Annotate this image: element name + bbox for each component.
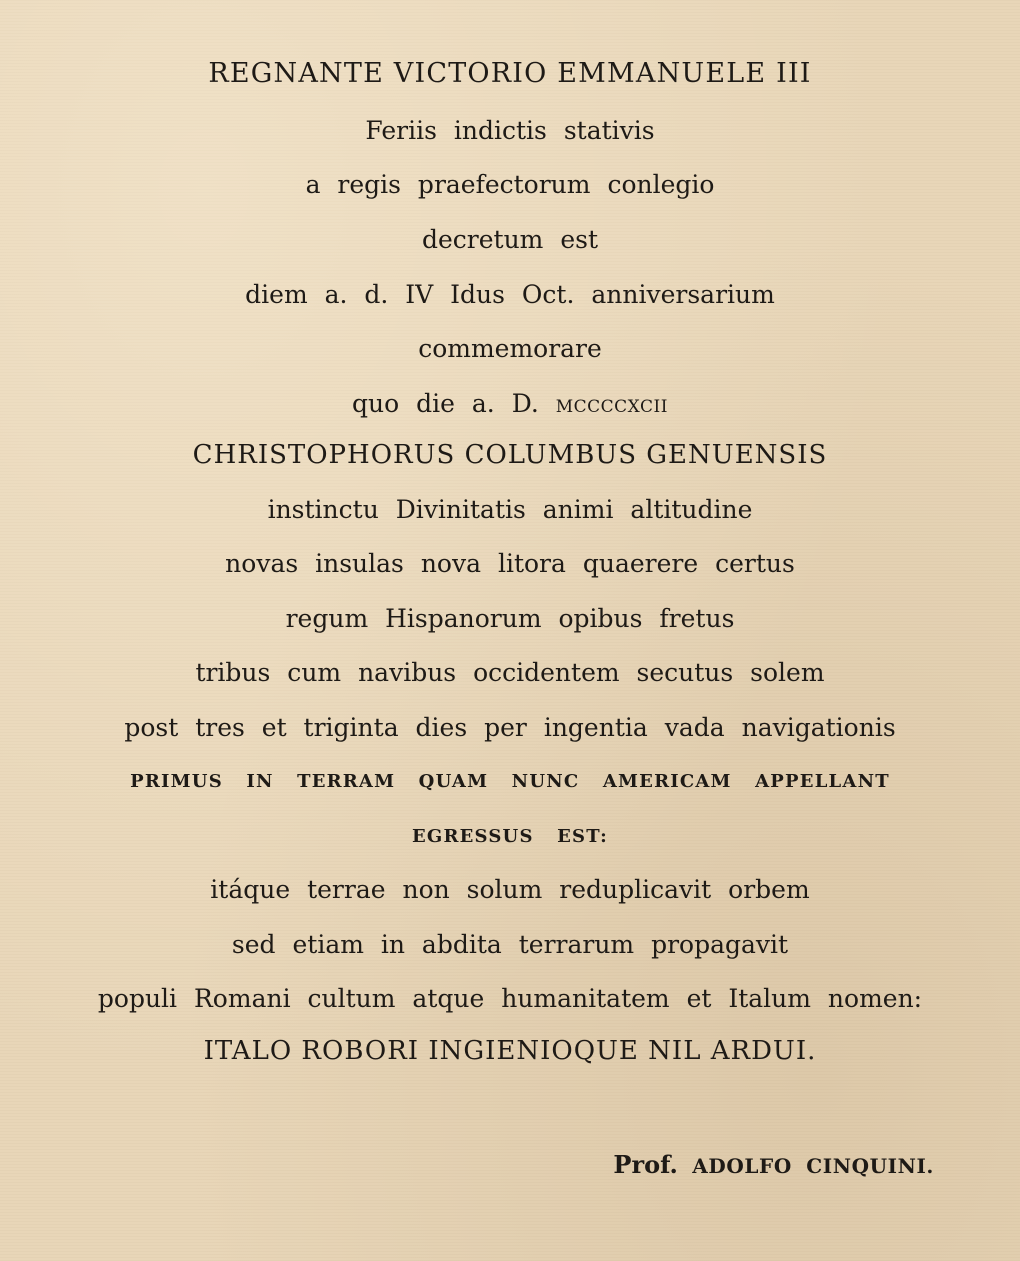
inscription-line-9: instinctu Divinitatis animi altitudine <box>267 495 753 524</box>
inscription-line-11: regum Hispanorum opibus fretus <box>285 604 735 633</box>
inscription-line-1: REGNANTE VICTORIO EMMANUELE III <box>208 58 812 89</box>
inscription-line-4: decretum est <box>421 225 599 254</box>
signature-title: Prof. <box>613 1150 678 1179</box>
inscription-line-12: tribus cum navibus occidentem secutus solem <box>195 658 825 687</box>
inscription-line-3: a regis praefectorum conlegio <box>305 170 715 199</box>
author-signature <box>613 1150 934 1179</box>
inscription-line-13: post tres et triginta dies per ingentia vada navigationis <box>124 713 896 742</box>
signature-last-name: CINQUINI. <box>806 1154 934 1178</box>
inscription-line-15: EGRESSUS EST: <box>411 826 609 847</box>
inscription-line-16: itáque terrae non solum reduplicavit orbem <box>210 875 810 904</box>
inscription-line-2: Feriis indictis stativis <box>365 116 655 145</box>
inscription-line-19: ITALO ROBORI INGIENIOQUE NIL ARDUI. <box>203 1036 817 1066</box>
date-prefix: quo die a. D. <box>352 389 539 418</box>
inscription-line-17: sed etiam in abdita terrarum propagavit <box>231 930 789 959</box>
inscription-line-10: novas insulas nova litora quaerere certus <box>225 549 795 578</box>
signature-first-name: ADOLFO <box>692 1154 792 1178</box>
inscription-line-7 <box>0 391 1020 416</box>
inscription-line-6: commemorare <box>418 334 602 363</box>
inscription-line-14: PRIMUS IN TERRAM QUAM NUNC AMERICAM APPELLANT <box>130 771 890 792</box>
inscription-line-8: CHRISTOPHORUS COLUMBUS GENUENSIS <box>192 440 828 470</box>
inscription-line-18: populi Romani cultum atque humanitatem et Italum nomen: <box>97 984 923 1013</box>
inscription-line-5: diem a. d. IV Idus Oct. anniversarium <box>245 280 775 309</box>
roman-numeral-year: MCCCCXCII <box>555 397 668 417</box>
